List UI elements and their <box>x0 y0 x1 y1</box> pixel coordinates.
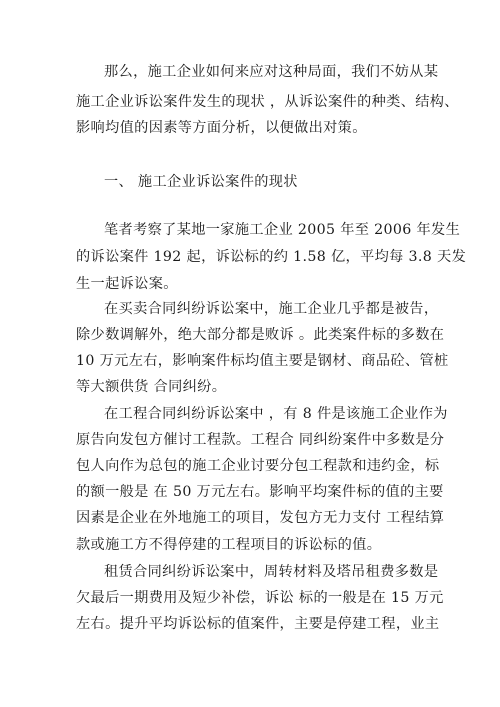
intro-line-2: 施工企业诉讼案件发生的现状 ，从诉讼案件的种类、结构、 <box>76 94 459 110</box>
p3-line-1: 在工程合同纠纷诉讼案中 ，有 8 件是该施工企业作为 <box>104 406 448 422</box>
p3-line-5: 因素是企业在外地施工的项目，发包方无力支付 工程结算 <box>76 510 445 526</box>
p1-line-2: 的诉讼案件 192 起，诉讼标的约 1.58 亿，平均每 3.8 天发 <box>76 249 467 265</box>
p3-line-3: 包人向作为总包的施工企业讨要分包工程款和违约金，标 <box>76 458 440 474</box>
p2-line-4: 等大额供货 合同纠纷。 <box>76 379 227 395</box>
p3-line-6: 款或施工方不得停建的工程项目的诉讼标的值。 <box>76 537 382 553</box>
p3-line-4: 的额一般是 在 50 万元左右。影响平均案件标的值的主要 <box>76 484 444 500</box>
p4-line-1: 租赁合同纠纷诉讼案中，周转材料及塔吊租费多数是 <box>104 564 439 580</box>
p2-line-3: 10 万元左右，影响案件标均值主要是钢材、商品砼、管桩 <box>76 353 449 369</box>
p2-line-2: 除少数调解外，绝大部分都是败诉 。此类案件标的多数在 <box>76 327 445 343</box>
p1-line-3: 生一起诉讼案。 <box>76 276 178 292</box>
p4-line-3: 左右。提升平均诉讼标的值案件，主要是停建工程，业主 <box>76 616 440 632</box>
p4-line-2: 欠最后一期费用及短少补偿，诉讼 标的一般是在 15 万元 <box>76 590 444 606</box>
intro-line-1: 那么，施工企业如何来应对这种局面，我们不妨从某 <box>104 64 439 80</box>
p3-line-2: 原告向发包方催讨工程款。工程合 同纠纷案件中多数是分 <box>76 432 445 448</box>
section-heading: 一、 施工企业诉讼案件的现状 <box>104 174 298 190</box>
p2-line-1: 在买卖合同纠纷诉讼案中，施工企业几乎都是被告， <box>104 301 439 317</box>
intro-line-3: 影响均值的因素等方面分析，以便做出对策。 <box>76 120 367 136</box>
p1-line-1: 笔者考察了某地一家施工企业 2005 年至 2006 年发生 <box>104 222 461 238</box>
